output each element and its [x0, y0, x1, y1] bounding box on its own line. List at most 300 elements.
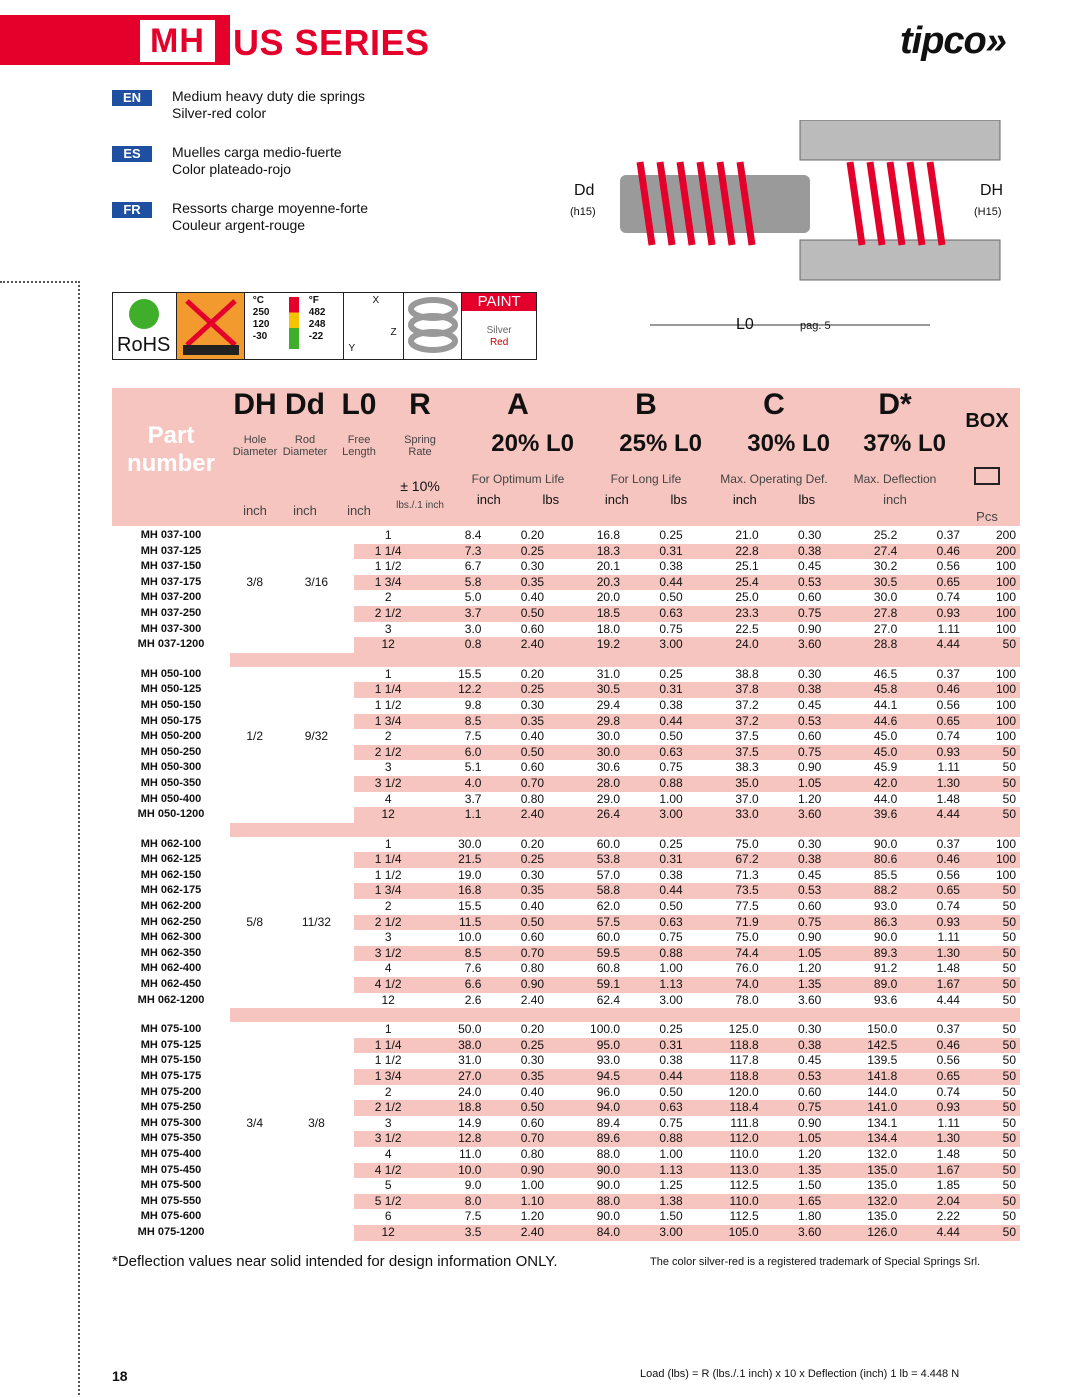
table-row — [112, 667, 1020, 683]
table-cell — [279, 868, 353, 884]
table-cell: 4 — [384, 961, 392, 976]
table-cell: 132.0 — [867, 1146, 898, 1161]
table-cell: 29.0 — [596, 791, 621, 806]
table-cell: 0.70 — [485, 776, 548, 792]
table-cell: 0.75 — [659, 760, 683, 775]
table-cell: 2 — [384, 729, 392, 744]
col-unit: inch — [476, 492, 501, 507]
table-cell: 0.56 — [936, 867, 960, 882]
table-cell: 90.0 — [873, 836, 898, 851]
table-cell: 0.30 — [797, 528, 822, 542]
col-c-title: C — [763, 388, 785, 421]
table-cell: 8.0 — [423, 1194, 486, 1210]
part-number: MH 075-300 — [140, 1116, 202, 1129]
table-cell — [230, 1163, 279, 1179]
table-cell: 78.0 — [735, 992, 759, 1007]
lang-line: Muelles carga medio-fuerte — [172, 144, 342, 160]
table-cell — [279, 637, 353, 653]
table-cell: 18.8 — [423, 1100, 486, 1116]
table-cell: 35.0 — [687, 776, 763, 792]
table-cell: 0.44 — [624, 883, 687, 899]
lang-tag: ES — [112, 146, 152, 162]
table-cell: 105.0 — [687, 1225, 763, 1241]
table-cell: 30.0 — [458, 836, 482, 851]
table-cell: 0.25 — [485, 682, 548, 698]
table-cell: 8.4 — [464, 528, 482, 542]
table-cell: 38.8 — [735, 666, 759, 681]
table-cell: 0.20 — [520, 528, 545, 542]
table-cell: 4 — [384, 1146, 392, 1161]
table-row — [112, 575, 1020, 591]
rohs-icon — [113, 293, 177, 359]
table-cell: 1 1/4 — [354, 682, 423, 698]
table-cell: 1.30 — [901, 776, 964, 792]
table-cell: 88.0 — [596, 1146, 621, 1161]
table-cell: 6 — [384, 1209, 392, 1224]
table-cell: 1.11 — [937, 621, 960, 636]
table-cell: 0.74 — [936, 899, 960, 914]
table-cell: 12 — [354, 637, 423, 653]
trademark-note: The color silver-red is a registered trademark of Special Springs Srl. — [650, 1256, 981, 1268]
col-unit: inch — [604, 492, 629, 507]
table-cell: 100 — [995, 666, 1016, 681]
table-cell: 0.38 — [659, 559, 683, 574]
table-cell: 90.0 — [596, 1209, 621, 1224]
table-cell: 3.5 — [423, 1225, 486, 1241]
table-cell: 31.0 — [596, 666, 621, 681]
table-cell — [230, 745, 279, 761]
part-number: MH 037-125 — [140, 544, 202, 557]
table-cell — [279, 1022, 353, 1038]
table-cell: 1.50 — [797, 1178, 822, 1193]
part-number: MH 075-400 — [140, 1147, 202, 1160]
table-cell — [230, 1194, 279, 1210]
table-cell: 1.00 — [659, 961, 683, 976]
part-number: MH 062-200 — [140, 900, 202, 913]
table-cell: 0.31 — [624, 1038, 687, 1054]
table-cell — [230, 1069, 279, 1085]
table-row — [112, 792, 1020, 808]
table-cell: 38.0 — [423, 1038, 486, 1054]
paint-color: Red — [489, 337, 509, 348]
table-cell: 11.5 — [423, 915, 486, 931]
table-row — [112, 729, 1020, 745]
table-cell — [279, 682, 353, 698]
table-cell: 3.60 — [763, 637, 826, 653]
paint-color: Silver — [486, 325, 512, 336]
table-cell: 100 — [964, 575, 1020, 591]
table-cell: 0.25 — [659, 666, 683, 681]
table-cell: 1 — [384, 528, 392, 542]
table-cell: 0.25 — [659, 528, 683, 542]
table-cell: 18.5 — [548, 606, 624, 622]
table-cell — [230, 1100, 279, 1116]
table-cell — [230, 792, 279, 808]
lang-es — [112, 144, 442, 178]
col-sub: Hole — [243, 434, 267, 446]
table-cell: 21.5 — [423, 852, 486, 868]
col-sub: Max. Deflection — [853, 472, 937, 486]
page-number: 18 — [112, 1368, 128, 1384]
table-cell: 200 — [964, 544, 1020, 560]
table-cell: 0.60 — [520, 621, 545, 636]
col-unit: lbs — [798, 492, 816, 507]
table-cell — [279, 1069, 353, 1085]
table-cell: 14.9 — [458, 1115, 482, 1130]
table-cell: 0.50 — [659, 590, 683, 605]
col-unit: Pcs — [976, 509, 998, 524]
table-cell: 50 — [964, 977, 1020, 993]
table-cell: 25.0 — [735, 590, 759, 605]
table-row — [112, 776, 1020, 792]
table-cell: 2 — [384, 1084, 392, 1099]
table-cell: 29.8 — [548, 714, 624, 730]
table-cell: 44.1 — [873, 697, 898, 712]
table-row — [112, 1225, 1020, 1241]
table-cell: 0.63 — [624, 1100, 687, 1116]
table-cell: 0.40 — [520, 590, 545, 605]
table-cell: 120.0 — [728, 1084, 759, 1099]
table-cell: 93.0 — [596, 1053, 621, 1068]
table-cell: 93.0 — [873, 899, 898, 914]
col-unit: lbs — [542, 492, 560, 507]
table-cell: 0.8 — [423, 637, 486, 653]
coil-icon — [404, 293, 462, 359]
table-cell: 0.25 — [659, 836, 683, 851]
table-cell: 25.1 — [735, 559, 759, 574]
table-cell: 73.5 — [687, 883, 763, 899]
table-cell: 0.30 — [520, 1053, 545, 1068]
brand-logo: tipco» — [900, 20, 1006, 62]
paint-label: PAINT — [462, 293, 536, 311]
table-cell: 37.2 — [735, 697, 759, 712]
table-cell: 0.75 — [763, 745, 826, 761]
table-row — [112, 698, 1020, 714]
part-number: MH 075-250 — [140, 1101, 202, 1114]
lang-line: Color plateado-rojo — [172, 161, 292, 177]
table-cell: 1.05 — [763, 1131, 826, 1147]
table-cell: 100.0 — [590, 1022, 621, 1037]
table-cell: 62.4 — [596, 992, 621, 1007]
group-separator — [112, 823, 1020, 837]
table-cell — [230, 946, 279, 962]
table-cell — [279, 544, 353, 560]
table-cell: 100 — [995, 729, 1016, 744]
col-part: Part — [147, 422, 195, 449]
table-cell — [230, 899, 279, 915]
axis-label: X — [372, 295, 380, 306]
table-cell: 0.38 — [659, 867, 683, 882]
table-cell: 1.67 — [901, 1163, 964, 1179]
table-cell — [230, 622, 279, 638]
table-cell — [230, 559, 279, 575]
table-cell — [230, 528, 279, 544]
table-cell: 50 — [964, 776, 1020, 792]
table-cell — [230, 1131, 279, 1147]
table-cell: 0.45 — [797, 1053, 822, 1068]
col-sub: Free — [347, 434, 371, 446]
table-cell: 84.0 — [548, 1225, 624, 1241]
table-cell: 1.25 — [659, 1178, 683, 1193]
part-number: MH 075-125 — [140, 1038, 202, 1051]
table-cell: 100 — [964, 852, 1020, 868]
table-cell: 1.48 — [936, 1146, 960, 1161]
table-cell: 100 — [964, 714, 1020, 730]
table-cell — [230, 776, 279, 792]
part-number: MH 062-175 — [140, 884, 202, 897]
table-cell: 59.1 — [548, 977, 624, 993]
table-cell: 2 — [384, 590, 392, 605]
table-row — [112, 682, 1020, 698]
paint-icon — [462, 293, 536, 359]
table-row — [112, 930, 1020, 946]
table-cell: 50 — [1002, 961, 1016, 976]
table-row — [112, 852, 1020, 868]
table-cell: 12.2 — [423, 682, 486, 698]
col-box-title: BOX — [965, 410, 1009, 432]
table-cell: 6.0 — [423, 745, 486, 761]
table-cell: 50 — [1002, 791, 1016, 806]
table-cell — [279, 1038, 353, 1054]
col-sub: Rod — [294, 434, 316, 446]
table-row — [112, 868, 1020, 884]
table-cell: 9.0 — [464, 1178, 482, 1193]
part-number: MH 037-250 — [140, 606, 202, 619]
table-cell: 0.38 — [763, 1038, 826, 1054]
table-cell: 0.30 — [797, 666, 822, 681]
spring-table — [112, 528, 1020, 1241]
table-cell: 3 1/2 — [354, 776, 423, 792]
table-cell: 126.0 — [825, 1225, 901, 1241]
table-cell: 20.1 — [596, 559, 621, 574]
col-sub: Length — [342, 446, 376, 458]
table-cell — [279, 807, 353, 823]
table-cell: 30.6 — [596, 760, 621, 775]
table-cell: 0.60 — [797, 590, 822, 605]
table-cell: 1.80 — [797, 1209, 822, 1224]
table-cell: 0.38 — [659, 697, 683, 712]
table-cell: 75.0 — [735, 836, 759, 851]
table-cell: 3 — [384, 621, 392, 636]
part-number: MH 050-400 — [140, 792, 202, 805]
table-cell: 11.0 — [458, 1146, 482, 1161]
table-cell: 4.44 — [901, 807, 964, 823]
table-cell: 3.60 — [763, 1225, 826, 1241]
table-cell: 89.0 — [825, 977, 901, 993]
table-cell: 50 — [1002, 899, 1016, 914]
table-cell: 0.50 — [485, 915, 548, 931]
table-cell: 19.2 — [548, 637, 624, 653]
table-cell: 1.11 — [937, 930, 960, 945]
table-cell: 100 — [995, 836, 1016, 851]
table-row — [112, 993, 1020, 1009]
col-sub: Max. Operating Def. — [720, 472, 828, 486]
table-cell: 12 — [381, 992, 395, 1007]
table-cell: 0.60 — [520, 930, 545, 945]
table-cell: 0.53 — [763, 714, 826, 730]
table-cell: 15.5 — [458, 666, 482, 681]
table-cell: 0.50 — [485, 606, 548, 622]
temp-value: -30 — [252, 331, 268, 342]
table-cell: 96.0 — [596, 1084, 621, 1099]
table-cell: 0.25 — [485, 852, 548, 868]
table-cell: 50 — [964, 637, 1020, 653]
table-cell — [279, 622, 353, 638]
table-cell: 50 — [964, 1163, 1020, 1179]
table-cell: 200 — [995, 528, 1016, 542]
table-cell: 0.25 — [485, 544, 548, 560]
table-cell: 3.60 — [763, 807, 826, 823]
table-cell: 0.38 — [659, 1053, 683, 1068]
col-b-percent: 25% L0 — [619, 430, 702, 457]
table-cell: 134.4 — [825, 1131, 901, 1147]
table-cell: 0.30 — [797, 1022, 822, 1037]
table-cell: 0.35 — [485, 714, 548, 730]
table-cell: 1.20 — [797, 961, 822, 976]
lang-line: Silver-red color — [172, 105, 267, 121]
table-cell: 0.90 — [485, 977, 548, 993]
part-number: MH 075-450 — [140, 1163, 202, 1176]
table-cell: 1.13 — [624, 977, 687, 993]
table-cell: 94.5 — [548, 1069, 624, 1085]
table-cell: 1.11 — [937, 760, 960, 775]
part-number: MH 062-1200 — [137, 993, 205, 1006]
table-cell: 100 — [995, 559, 1016, 574]
temp-value: 248 — [308, 319, 326, 330]
table-cell: 25.2 — [873, 528, 898, 542]
table-cell: 90.0 — [596, 1178, 621, 1193]
table-cell: 4 1/2 — [354, 977, 423, 993]
table-cell: 3 1/2 — [354, 1131, 423, 1147]
table-cell — [230, 1085, 279, 1101]
table-cell: 1.35 — [763, 977, 826, 993]
table-cell — [230, 961, 279, 977]
table-row — [112, 1022, 1020, 1038]
table-cell: 37.0 — [735, 791, 759, 806]
axis-label: Z — [390, 327, 397, 338]
table-cell: 3/8 — [308, 1115, 325, 1130]
table-cell: 112.5 — [729, 1209, 759, 1224]
col-b-title: B — [635, 388, 657, 421]
table-cell — [279, 1194, 353, 1210]
table-cell: 0.38 — [763, 682, 826, 698]
table-cell: 141.0 — [825, 1100, 901, 1116]
table-cell — [230, 930, 279, 946]
table-cell: 117.8 — [729, 1053, 759, 1068]
table-cell: 2.22 — [936, 1209, 960, 1224]
table-cell: 1.00 — [659, 1146, 683, 1161]
table-cell: 1.20 — [797, 791, 822, 806]
table-cell: 0.46 — [901, 544, 964, 560]
table-cell: 0.53 — [763, 1069, 826, 1085]
table-cell: 1 — [384, 836, 392, 851]
table-cell: 141.8 — [825, 1069, 901, 1085]
table-cell: 142.5 — [825, 1038, 901, 1054]
table-row — [112, 1069, 1020, 1085]
table-cell: 21.0 — [735, 528, 759, 542]
table-cell: 2.40 — [485, 1225, 548, 1241]
table-cell: 100 — [964, 606, 1020, 622]
table-cell — [279, 667, 353, 683]
table-cell: 0.60 — [797, 1084, 822, 1099]
table-cell: 53.8 — [548, 852, 624, 868]
table-cell: 95.0 — [548, 1038, 624, 1054]
table-cell: 37.2 — [687, 714, 763, 730]
table-cell: 50 — [1002, 1084, 1016, 1099]
table-cell: 0.44 — [624, 714, 687, 730]
table-cell — [230, 1038, 279, 1054]
table-row — [112, 745, 1020, 761]
table-cell: 37.5 — [687, 745, 763, 761]
temp-unit: °C — [252, 295, 265, 306]
part-number: MH 075-1200 — [137, 1225, 205, 1238]
table-cell: 75.0 — [735, 930, 759, 945]
table-cell: 0.65 — [901, 883, 964, 899]
series-code: MH — [140, 20, 215, 62]
part-number: MH 037-150 — [140, 560, 202, 573]
table-cell — [230, 714, 279, 730]
axis-label: Y — [348, 343, 356, 354]
table-cell: 9/32 — [304, 729, 329, 744]
table-cell: 3.00 — [624, 1225, 687, 1241]
part-number: MH 037-175 — [140, 575, 202, 588]
table-cell — [279, 1131, 353, 1147]
table-row — [112, 714, 1020, 730]
table-cell — [230, 682, 279, 698]
table-cell: 50 — [964, 1038, 1020, 1054]
table-cell: 1.05 — [763, 946, 826, 962]
col-unit: lbs — [670, 492, 688, 507]
table-cell: 60.8 — [596, 961, 621, 976]
table-cell: 50 — [1002, 1053, 1016, 1068]
page-reference: pag. 5 — [800, 320, 831, 332]
table-cell: 50 — [964, 1069, 1020, 1085]
table-cell: 20.0 — [596, 590, 621, 605]
table-cell: 3.00 — [624, 637, 687, 653]
table-cell: 100 — [964, 682, 1020, 698]
table-cell: 50 — [1002, 1209, 1016, 1224]
col-l0 — [334, 388, 384, 526]
table-cell: 50 — [964, 946, 1020, 962]
part-number: MH 075-550 — [140, 1194, 202, 1207]
table-cell — [230, 760, 279, 776]
table-cell: 0.30 — [520, 867, 545, 882]
table-cell: 1.38 — [624, 1194, 687, 1210]
table-row — [112, 1147, 1020, 1163]
table-cell: 0.65 — [901, 714, 964, 730]
lang-line: Ressorts charge moyenne-forte — [172, 200, 369, 216]
table-row — [112, 622, 1020, 638]
table-cell: 90.0 — [873, 930, 898, 945]
table-cell: 0.44 — [624, 575, 687, 591]
table-cell: 0.20 — [520, 1022, 545, 1037]
table-cell: 3 1/2 — [354, 946, 423, 962]
table-cell: 1 — [384, 1022, 392, 1037]
col-unit: inch — [347, 503, 371, 518]
table-cell: 0.46 — [901, 852, 964, 868]
group-separator — [112, 1008, 1020, 1022]
table-cell: 22.5 — [735, 621, 759, 636]
table-cell — [279, 852, 353, 868]
table-row — [112, 1131, 1020, 1147]
table-cell: 1.30 — [901, 1131, 964, 1147]
table-cell: 0.93 — [901, 745, 964, 761]
part-number: MH 075-175 — [140, 1070, 202, 1082]
table-cell: 20.3 — [548, 575, 624, 591]
table-cell — [230, 1147, 279, 1163]
table-cell — [230, 667, 279, 683]
table-cell: 93.6 — [873, 992, 898, 1007]
